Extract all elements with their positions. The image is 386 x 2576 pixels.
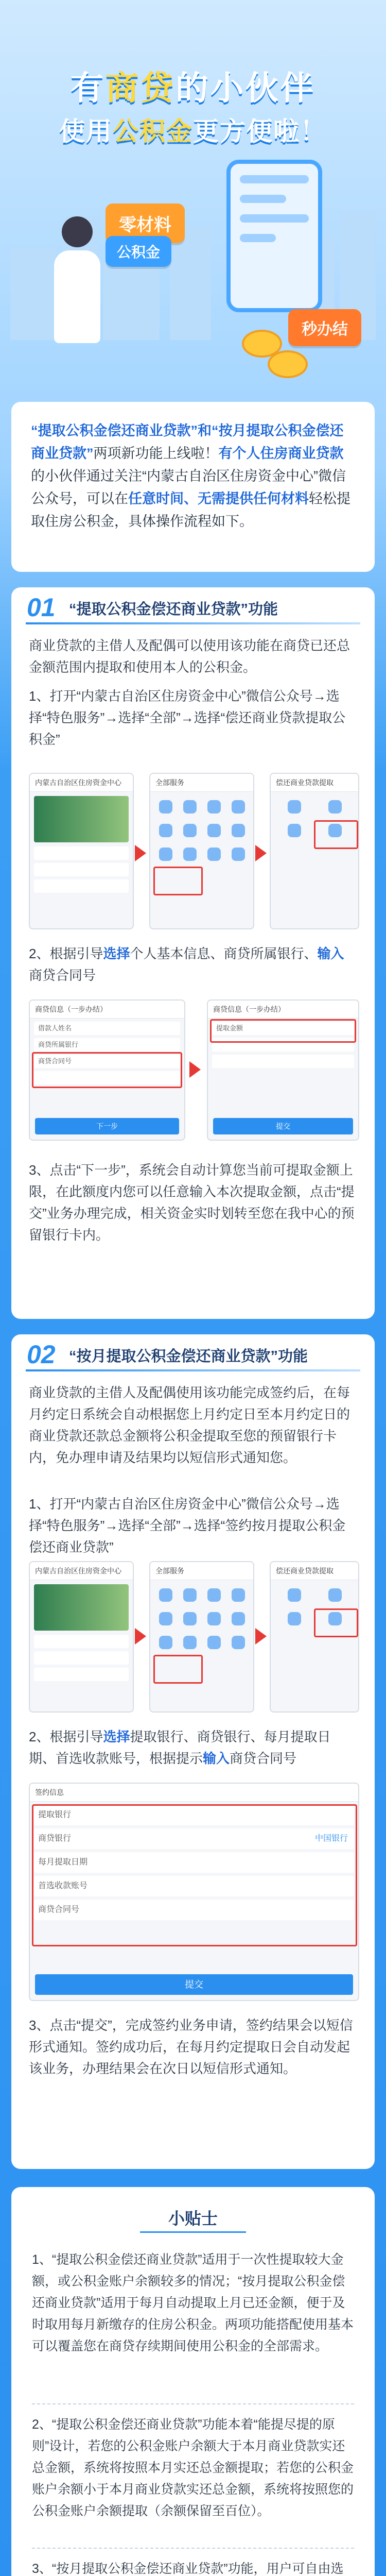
section-two-card	[11, 1334, 375, 2169]
tip-2: 2、“提取公积金偿还商业贷款”功能本着“能提尽提的原则”设计，若您的公积金账户余额大于本月商业贷款实还总金额，系统将按照本月实还总金额提取；若您的公积金账户余额小于本月商业贷款实还总金额，系统将按照您的公积金账户余额提取（余额保留至百位）。	[32, 2417, 354, 2518]
screenshot-wechat-account: 内蒙古自治区住房资金中心	[29, 773, 134, 929]
section-title: “按月提取公积金偿还商业贷款”功能	[69, 1348, 308, 1365]
section-two-desc: 商业贷款的主借人及配偶使用该功能完成签约后，在每月约定日系统会自动根据您上月约定日至本月约定日的商业贷款还款总金额将公积金提取至您的预留银行卡内，免办理申请及结果均以短信形式通知您。	[29, 1385, 350, 1465]
screenshot-sign-form: 签约信息 提取银行 商贷银行 中国银行 每月提取日期 首选收款账号 商贷合同号 提交	[29, 1783, 359, 2001]
screenshot-wechat-account: 内蒙古自治区住房资金中心	[29, 1561, 134, 1713]
section-two-step2: 2、根据引导选择提取银行、商贷银行、每月提取日期、首选收款账号，根据提示输入商贷合同号	[29, 1729, 331, 1766]
tip-3: 3、“按月提取公积金偿还商业贷款”功能，用户可自由选	[32, 2562, 344, 2576]
arrow-icon	[135, 845, 146, 861]
intro-channel: 的小伙伴通过关注“内蒙古自治区住房资金中心”微信公众号，可以在	[31, 468, 346, 506]
tag-housing-fund: 公积金	[106, 236, 171, 267]
section-one-step1: 1、打开“内蒙古自治区住房资金中心”微信公众号→选择“特色服务”→选择“全部”→选择“偿还商业贷款提取公积金”	[29, 688, 346, 747]
tips-card	[11, 2187, 375, 2576]
tips-title: 小贴士	[168, 2209, 218, 2228]
hero-subtitle: 使用公积金更方便啦！	[59, 117, 327, 146]
section-two-step3: 3、点击“提交”，完成签约业务申请，签约结果会以短信形式通知。签约成功后，在每月约定提取日会自动发起该业务，办理结果会在次日以短信形式通知。	[29, 2018, 353, 2076]
tag-instant-done: 秒办结	[288, 309, 361, 346]
screenshot-all-services: 全部服务	[149, 1561, 254, 1713]
section-one-step3: 3、点击“下一步”，系统会自动计算您当前可提取金额上限，在此额度内您可以任意输入本次提取金额，点击“提交”业务办理完成，相关资金实时划转至您在我中心的预留银行卡内。	[29, 1162, 355, 1243]
intro-audience: 有个人住房商业贷款	[218, 446, 344, 461]
section-two-step1: 1、打开“内蒙古自治区住房资金中心”微信公众号→选择“特色服务”→选择“全部”→选择“签约按月提取公积金偿还商业贷款”	[29, 1496, 346, 1555]
section-two-header	[11, 1334, 375, 1370]
tag-zero-materials: 零材料	[106, 204, 185, 243]
hero-title: 有商贷的小伙伴	[71, 70, 315, 107]
person-illustration	[46, 216, 108, 361]
intro-highlight: 任意时间、无需提供任何材料	[128, 491, 309, 506]
section-number: 02	[27, 1340, 56, 1369]
intro-card	[11, 402, 375, 572]
screenshot-all-services: 全部服务	[149, 773, 254, 929]
hero-banner	[0, 0, 386, 402]
section-title: “提取公积金偿还商业贷款”功能	[69, 601, 278, 618]
intro-launch: 两项新功能上线啦！	[93, 446, 219, 461]
phone-illustration	[226, 160, 322, 312]
screenshot-repay-withdraw: 偿还商业贷款提取	[270, 773, 359, 929]
screenshot-withdraw-amount: 商贷信息（一步办结） 提取金额 提交	[207, 999, 359, 1141]
intro-features: “提取公积金偿还商业贷款”和“按月提取公积金偿还商业贷款”	[31, 423, 344, 461]
section-one-step2: 2、根据引导选择个人基本信息、商贷所属银行、输入商贷合同号	[29, 946, 344, 983]
tip-1: 1、“提取公积金偿还商业贷款”适用于一次性提取较大金额，或公积金账户余额较多的情况；“按月提取公积金偿还商业贷款”适用于每月自动提取上月已还金额，便于及时取用每月新缴存的住房公积金。两项功能搭配使用基本可以覆盖您在商贷存续期间使用公积金的全部需求。	[32, 2252, 354, 2353]
section-one-card	[11, 587, 375, 1319]
screenshot-loan-form: 商贷信息（一步办结） 借款人姓名 商贷所属银行 商贷合同号 下一步	[29, 999, 185, 1141]
section-one-header	[11, 587, 375, 623]
coin-icon	[268, 350, 308, 378]
arrow-icon	[135, 1628, 146, 1645]
screenshot-sign-monthly: 偿还商业贷款提取	[270, 1561, 359, 1713]
section-number: 01	[27, 593, 56, 622]
arrow-icon	[255, 1628, 267, 1645]
arrow-icon	[255, 845, 267, 861]
intro-ending: 轻松提取住房公积金，具体操作流程如下。	[31, 491, 350, 529]
section-one-desc: 商业贷款的主借人及配偶可以使用该功能在商贷已还总金额范围内提取和使用本人的公积金。	[29, 638, 350, 675]
arrow-icon	[189, 1061, 201, 1078]
